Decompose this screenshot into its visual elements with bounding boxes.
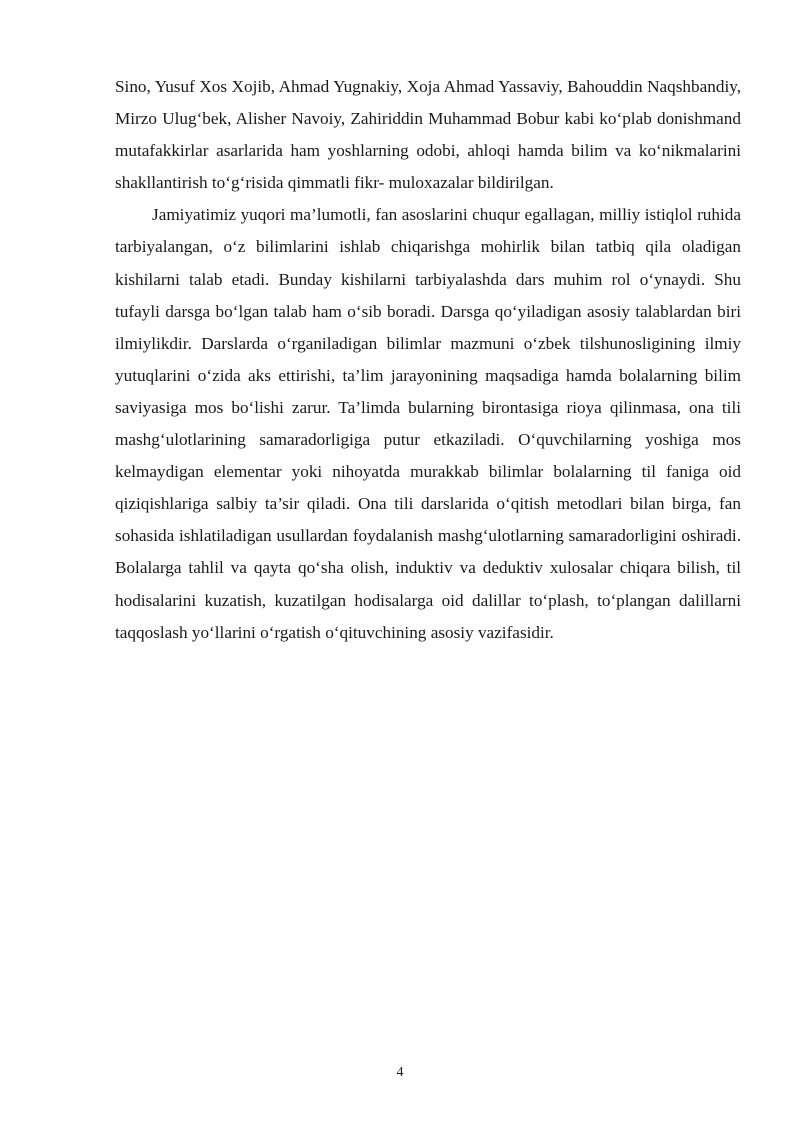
paragraph: Jamiyatimiz yuqori ma’lumotli, fan asoslarini chuqur egallagan, milliy istiqlol ruhida tarbiyalangan, o‘z bilimlarini ishlab chiqarishga mohirlik bilan tatbiq qila oladigan kishilarni talab etadi. Bunday kishilarni tarbiyalashda dars muhim rol o‘ynaydi. Shu tufayli darsga bo‘lgan talab ham o‘sib boradi. Darsga qo‘yiladigan asosiy talablardan biri ilmiylikdir. Darslarda o‘rganiladigan bilimlar mazmuni o‘zbek tilshunosligining ilmiy yutuqlarini o‘zida aks ettirishi, ta’lim jarayonining maqsadiga hamda bolalarning bilim saviyasiga mos bo‘lishi zarur. Ta’limda bularning birontasiga rioya qilinmasa, ona tili mashg‘ulotlarining samaradorligiga putur etkaziladi. O‘quvchilarning yoshiga mos kelmaydigan elementar yoki nihoyatda murakkab bilimlar bolalarning til faniga oid qiziqishlariga salbiy ta’sir qiladi. Ona tili darslarida o‘qitish metodlari bilan birga, fan sohasida ishlatiladigan usullardan foydalanish mashg‘ulotlarning samaradorligini oshiradi. Bolalarga tahlil va qayta qo‘sha olish, induktiv va deduktiv xulosalar chiqara bilish, til hodisalarini kuzatish, kuzatilgan hodisalarga oid dalillar to‘plash, to‘plangan dalillarni taqqoslash yo‘llarini o‘rgatish o‘qituvchining asosiy vazifasidir. bbox=[115, 205, 741, 642]
paragraph-continuation: Sino, Yusuf Xos Xojib, Ahmad Yugnakiy, Xoja Ahmad Yassaviy, Bahouddin Naqshbandiy, Mirzo Ulug‘bek, Alisher Navoiy, Zahiriddin Muhammad Bobur kabi ko‘plab donishmand mutafakkirlar asarlarida ham yoshlarning odobi, ahloqi hamda bilim va ko‘nikmalarini shakllantirish to‘g‘risida qimmatli fikr- muloxazalar bildirilgan. bbox=[115, 77, 741, 193]
body-text bbox=[115, 71, 741, 649]
page-number: 4 bbox=[396, 1065, 404, 1080]
